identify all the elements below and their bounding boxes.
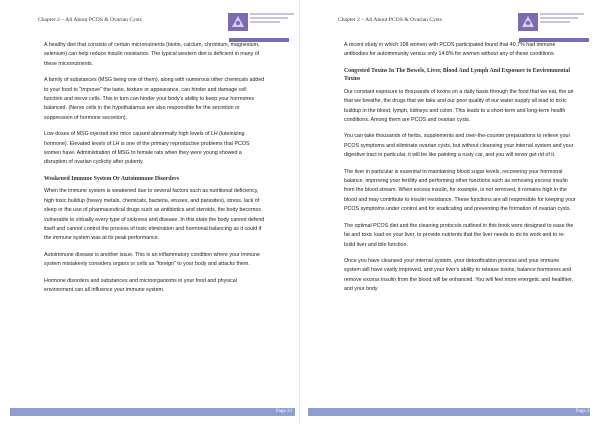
paragraph: Hormone disorders and substances and microorganisms in your food and physical environment can all influence your immune system. <box>44 277 237 294</box>
chapter-title: Chapter 2 – All About PCOS & Ovarian Cysts <box>338 17 442 23</box>
page-header <box>0 10 299 30</box>
book-logo-icon <box>518 13 538 31</box>
page-header <box>300 10 600 30</box>
paragraph: Our constant exposure to thousands of toxins on a daily basis through the food that we eat, the air that we breathe, the drugs that we take and our poor quality of our water supply all lead to toxic buildup in the blood, lymph, kidneys and colon. This leads to a short-term and long-term health conditions. Among them are PCOS and ovarian cysts. <box>344 88 574 124</box>
book-logo-icon <box>228 13 248 31</box>
logo-text-lines <box>540 13 588 27</box>
paragraph: You can take thousands of herbs, supplements and over-the-counter preparations to relieve your PCOS symptoms and eliminate ovarian cysts, but without cleansing your internal system and your digestive tract in particular, it will be like painting a rusty car, and you will never get rid of it. <box>344 133 574 159</box>
section-heading: Weakened Immune System Or Autoimmune Disorders <box>44 175 179 182</box>
paragraph: A healthy diet that consists of certain micronutrients (biotin, calcium, chromium, magnesium, selenium) can help reduce insulin resistance. The typical western diet is deficient in many of these micronutrients. <box>44 42 260 67</box>
page-footer-bar <box>308 408 590 416</box>
page-body <box>344 41 576 302</box>
page-number: Page 24 <box>276 409 292 414</box>
section-heading: Congested Toxins In The Bowels, Liver, Blood And Lymph And Exposure to Environmental Toxins <box>344 67 570 83</box>
paragraph: When the immune system is weakened due to several factors such as nutritional deficiency, high toxic buildup (heavy metals, chemicals, bacteria, viruses, and parasites), stress, lack of sleep or the use of pharmaceutical drugs such as antibiotics and steroids, the body becomes vulnerable to virtually every type of sickness and disease. In this state the body cannot defend itself and cannot control the process of toxic elimination and hormonal balancing as it could if the immune system was at its peak performance. <box>44 188 265 242</box>
logo-text-lines <box>250 13 298 27</box>
paragraph: A family of substances (MSG being one of them), along with numerous other chemicals added to your food to "improve" the taste, texture or appearance, can hinder and damage cell function and nerve cells. This in turn can hinder your body's ability to keep your hormones balanced. (Nerve cells in the hypothalamus are also responsible for the secretion or suppression of hormone secretion). <box>44 77 265 121</box>
page-number: Page 25 <box>576 409 592 414</box>
chapter-title: Chapter 2 – All About PCOS & Ovarian Cysts <box>38 17 142 23</box>
page-footer-bar <box>10 408 295 416</box>
right-page <box>300 0 600 424</box>
paragraph: Once you have cleansed your internal system, your detoxification process and your immune system will have vastly improved, and your liver's ability to release toxins, balance hormones and remove excess insulin from the blood will be enhanced. You will feel more energetic and healthier, and your body <box>344 257 574 293</box>
paragraph: The optimal PCOS diet and the cleaning protocols outlined in this book were designed to ease the fat and toxic load on your liver, to provide nutrients that the liver needs to do its work and to re-build liver and bile function. <box>344 222 574 248</box>
page-body <box>44 41 266 302</box>
paragraph: The liver in particular is essential to maintaining blood sugar levels, recovering your hormonal balance, improving your fertility and performing other functions such as removing excess insulin from the blood stream. When excess insulin, for example, is not removed, it remains high in the blood and may contribute to insulin resistance. These functions are all responsible for keeping your PCOS symptoms under control and for eradicating and preventing the formation of ovarian cysts. <box>344 168 576 213</box>
paragraph: Autoimmune disease is another issue. This is an inflammatory condition where your immune system mistakenly considers organs or cells as "foreign" to your body and attacks them. <box>44 251 260 268</box>
paragraph: A recent study in which 108 women with PCOS participated found that 40.7% had immune antibodies for autoimmunity versus only 14.8% for women without any of these conditions. <box>344 42 556 58</box>
paragraph: Low doses of MSG injected into mice caused abnormally high levels of LH (luteinizing hormone). Elevated levels of LH is one of the primary reproductive problems that PCOS women have. Administration of MSG to female rats when they were young showed a disruption of ovarian cyclicity after puberty. <box>44 131 250 166</box>
